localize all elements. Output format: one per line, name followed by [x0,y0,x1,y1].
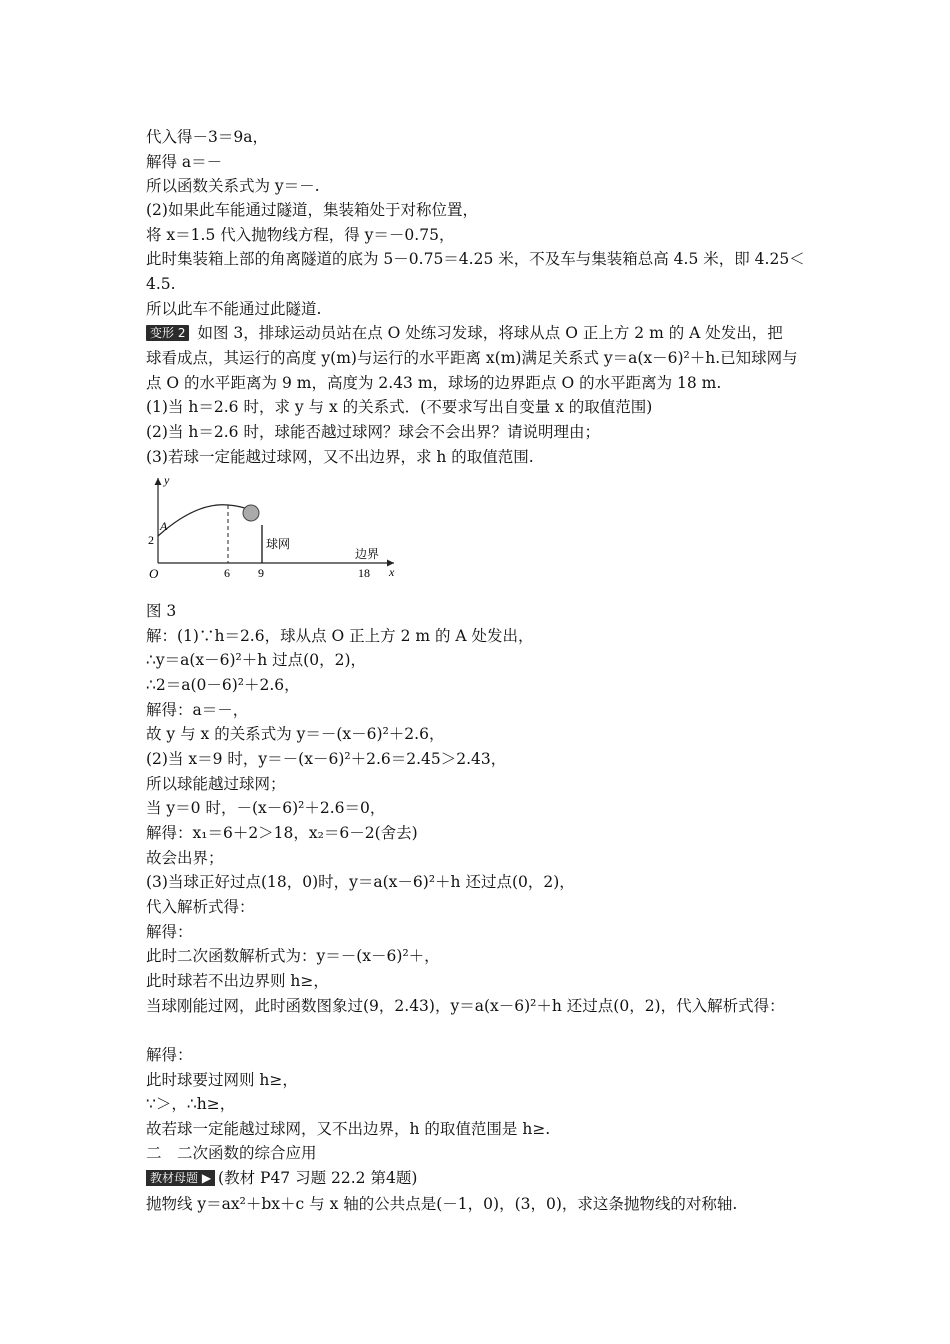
x-tick-label: 6 [224,566,230,580]
text-line: 所以此车不能通过此隧道. [146,300,322,318]
solution-line: 所以球能越过球网； [146,775,286,793]
textbook-line [146,1167,417,1189]
solution-line: 故会出界； [146,849,224,867]
text-line: 点 O 的水平距离为 9 m，高度为 2.43 m，球场的边界距点 O 的水平距离为 18 m. [146,374,722,392]
solution-line: 当 y＝0 时，－(x－6)²＋2.6＝0， [146,799,386,817]
question-3: (3)若球一定能越过球网，又不出边界，求 h 的取值范围. [146,448,534,466]
text-line: 代入得－3＝9a， [146,128,268,146]
origin-label: O [149,566,159,581]
solution-line: (3)当球正好过点(18，0)时，y＝a(x－6)²＋h 还过点(0，2)， [146,873,575,891]
solution-line: ∴y＝a(x－6)²＋h 过点(0，2)， [146,651,366,669]
text-line: 解得 a＝－ [146,153,223,171]
solution-line: 解得： [146,923,193,941]
solution-line: 故若球一定能越过球网，又不出边界，h 的取值范围是 h≥. [146,1120,551,1138]
textbook-source: (教材 P47 习题 22.2 第4题) [218,1169,418,1187]
question-1: (1)当 h＝2.6 时，求 y 与 x 的关系式．(不要求写出自变量 x 的取值范围) [146,398,653,416]
trajectory-curve [158,505,250,536]
solution-line: ∴2＝a(0－6)²＋2.6， [146,676,300,694]
solution-line: 当球刚能过网，此时函数图象过(9，2.43)，y＝a(x－6)²＋h 还过点(0，2)，代入解析式得： [146,997,785,1015]
solution-line: 解得：a＝－， [146,701,249,719]
variant-line [146,322,783,344]
y-axis-label: y [164,473,170,487]
solution-line: 解得：x₁＝6＋2＞18，x₂＝6－2(舍去) [146,824,418,842]
question-2: (2)当 h＝2.6 时，球能否越过球网？球会不会出界？请说明理由； [146,423,600,441]
trajectory-figure [146,472,406,582]
point-a-label: A [160,519,168,533]
net-label: 球网 [266,537,291,551]
x-axis-label: x [389,565,395,579]
variant-tag: 变形 2 [146,325,189,341]
text-line: 4.5. [146,275,176,293]
x-tick-label: 18 [358,566,370,580]
text-line: 此时集装箱上部的角离隧道的底为 5－0.75＝4.25 米，不及车与集装箱总高 4.5 米，即 4.25＜ [146,250,805,268]
text-line: (2)如果此车能通过隧道，集装箱处于对称位置， [146,201,478,219]
x-tick-label: 9 [258,566,264,580]
text-line: 球看成点，其运行的高度 y(m)与运行的水平距离 x(m)满足关系式 y＝a(x－6)²＋h.已知球网与 [146,349,798,367]
solution-line: 解得： [146,1046,193,1064]
text-line: 将 x＝1.5 代入抛物线方程，得 y＝－0.75， [146,226,455,244]
ball [243,505,259,521]
section-heading: 二 二次函数的综合应用 [146,1144,317,1162]
solution-line: 故 y 与 x 的关系式为 y＝－(x－6)²＋2.6， [146,725,445,743]
y-tick-label: 2 [148,533,154,547]
variant-text: 如图 3，排球运动员站在点 O 处练习发球，将球从点 O 正上方 2 m 的 A 处发出，把 [197,324,783,342]
textbook-tag: 教材母题 ▶ [146,1170,215,1186]
solution-line: 此时球若不出边界则 h≥， [146,972,329,990]
solution-line: (2)当 x＝9 时，y＝－(x－6)²＋2.6＝2.45＞2.43， [146,750,507,768]
text-line: 所以函数关系式为 y＝－. [146,177,320,195]
boundary-label: 边界 [355,547,380,561]
textbook-problem: 抛物线 y＝ax²＋bx＋c 与 x 轴的公共点是(－1，0)，(3，0)，求这条抛物线的对称轴. [146,1195,738,1213]
solution-line: 此时球要过网则 h≥， [146,1071,298,1089]
solution-line: 此时二次函数解析式为：y＝－(x－6)²＋， [146,947,440,965]
solution-line: 解：(1)∵h＝2.6，球从点 O 正上方 2 m 的 A 处发出， [146,627,534,645]
solution-line: 代入解析式得： [146,898,255,916]
figure-caption: 图 3 [146,602,177,620]
solution-line: ∵＞，∴h≥， [146,1095,236,1113]
